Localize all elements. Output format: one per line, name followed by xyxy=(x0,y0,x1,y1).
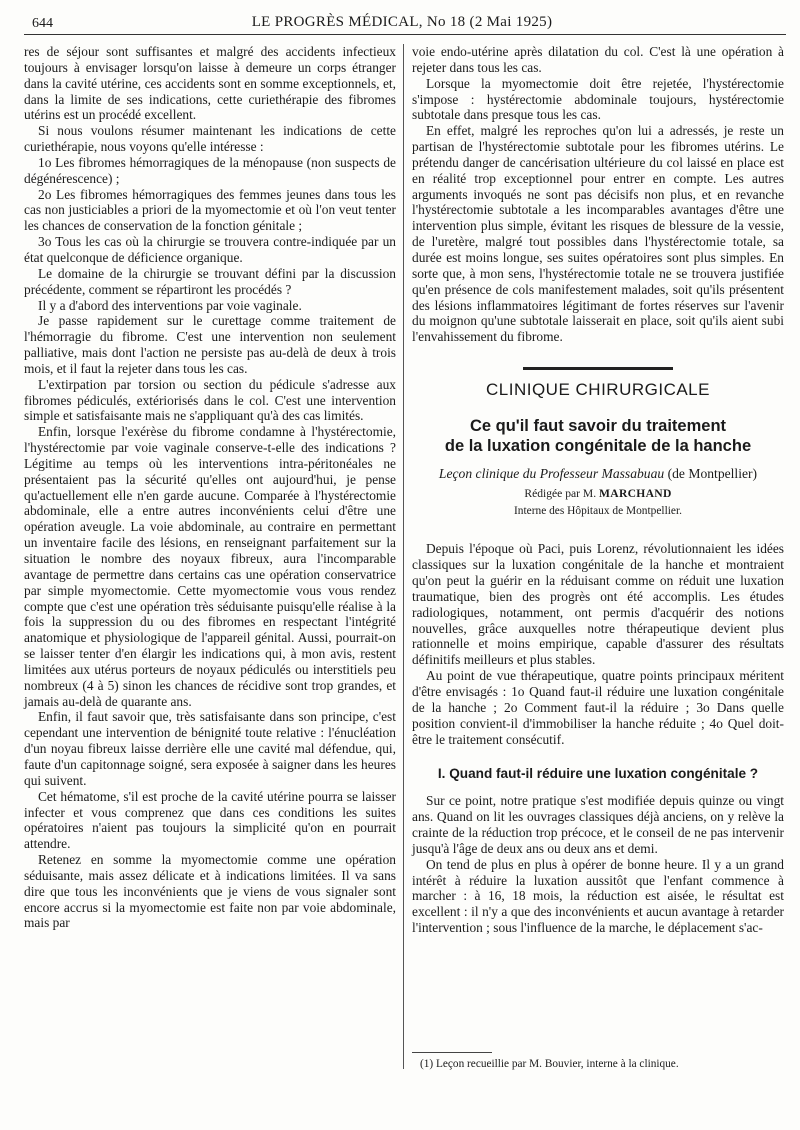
paragraph: Le domaine de la chirurgie se trouvant défini par la discussion précédente, comment se répartiront les procédés ? xyxy=(24,265,396,297)
footnote-rule xyxy=(412,1052,492,1053)
paragraph: On tend de plus en plus à opérer de bonne heure. Il y a un grand intérêt à réduire la luxation aussitôt que l'enfant commence à marcher : à 16, 18 mois, la réduction est aisée, le résultat est excellent : il n'y a que des inconvénients et aucun avantage à retarder l'intervention ; sous l'influence de la marche, le déplacement s'ac- xyxy=(412,856,784,936)
paragraph: L'extirpation par torsion ou section du pédicule s'adresse aux fibromes pédiculés, extériorisés dans le col. C'est une intervention simple et satisfaisante mais ne s'appliquant qu'à des cas limités. xyxy=(24,376,396,424)
paragraph: Retenez en somme la myomectomie comme une opération séduisante, mais assez délicate et à indications limitées. Il va sans dire que tous les inconvénients que je viens de vous signaler sont encore accrus si la myomectomie est faite non par voie abdominale, mais par xyxy=(24,852,396,931)
subsection-heading: I. Quand faut-il réduire une luxation congénitale ? xyxy=(437,766,759,782)
article-title-line-2: de la luxation congénitale de la hanche xyxy=(444,436,752,455)
paragraph: Depuis l'époque où Paci, puis Lorenz, révolutionnaient les idées classiques sur la luxation congénitale de la hanche et montraient qu'on peut la guérir en la réduisant comme on réduit une luxation traumatique, bien des progrès ont été accomplis. Les études radiologiques, notamment, ont permis d'acquérir des notions nouvelles, grâce auxquelles notre thérapeutique devient plus rationnelle et moins empirique, capable d'assurer des résultats définitifs meilleurs et plus stables. xyxy=(412,541,784,668)
paragraph: res de séjour sont suffisantes et malgré des accidents infectieux toujours à envisager lorsqu'on laisse à demeure un corps étranger dans la cavité utérine, ces accidents sont en somme exceptionnels, et, dans la limite de ses indications, cette curiethérapie des fibromes utérins est un procédé excellent. xyxy=(24,44,396,123)
article-title-line-1: Ce qu'il faut savoir du traitement xyxy=(469,416,727,435)
paragraph: Sur ce point, notre pratique s'est modifiée depuis quinze ou vingt ans. Quand on lit les ouvrages classiques déjà anciens, on y relève la crainte de la réduction trop précoce, et le conseil de ne pas intervenir jusqu'à l'âge de deux ans ou deux ans et demi. xyxy=(412,793,784,856)
paragraph: 2o Les fibromes hémorragiques des femmes jeunes dans tous les cas non justiciables a priori de la myomectomie et où l'on veut tenter les chances de conservation de la fonction génitale ; xyxy=(24,186,396,234)
paragraph: Enfin, lorsque l'exérèse du fibrome condamne à l'hystérectomie, l'hystérectomie par voie vaginale conserve-t-elle des indications ? Légitime au temps où les interventions intra-péritonéales ne présentaient pas la sécurité qu'elles ont aujourd'hui, je pense qu'actuellement elle n'en garde aucune. Comparée à l'hystérectomie abdominale, elle a entre autres inconvénients celui d'être une opération aveugle. La voie abdominale, au contraire en permettant un inventaire facile des lésions, en renseignant parfaitement sur la situation le nombre des noyaux fibreux, aura l'incomparable avantage de permettre dans certains cas une opération conservatrice par simple myomectomie. Cette myomectomie vous vous rendez compte que c'est une opération très séduisante puisqu'elle réalise à la fois la suppression du ou des fibromes en respectant l'intégrité anatomique et physiologique de l'appareil génital. Aussi, pourrait-on se laisser tenter d'en élargir les indications qui, à mon avis, restent limitées aux utérus porteurs de noyaux pédiculés ou interstitiels peu nombreux (4 à 5) sinon les chances de récidive sont trop grandes, et jamais au-delà de quarante ans. xyxy=(24,424,396,709)
left-column xyxy=(24,44,396,931)
editor-name: MARCHAND xyxy=(599,486,672,500)
page-header xyxy=(24,6,780,32)
paragraph: Au point de vue thérapeutique, quatre points principaux méritent d'être envisagés : 1o Quand faut-il réduire une luxation congénitale de la hanche ; 2o Comment faut-il la réduire ; 3o Dans quelle position convient-il d'immobiliser la hanche réduite ; 4o Quel doit-être le traitement consécutif. xyxy=(412,668,784,747)
right-column xyxy=(412,44,784,936)
paragraph: Lorsque la myomectomie doit être rejetée, l'hystérectomie s'impose : hystérectomie abdominale toujours, hystérectomie subtotale dans presque tous les cas. xyxy=(412,75,784,123)
editor-role: Interne des Hôpitaux de Montpellier. xyxy=(514,504,682,517)
header-rule xyxy=(24,34,786,35)
footnote: (1) Leçon recueillie par M. Bouvier, interne à la clinique. xyxy=(420,1058,679,1070)
article-editor xyxy=(412,486,784,502)
column-divider xyxy=(403,44,404,1069)
paragraph: 1o Les fibromes hémorragiques de la ménopause (non suspects de dégénérescence) ; xyxy=(24,154,396,186)
editor-label: Rédigée par M. xyxy=(524,486,597,500)
section-separator xyxy=(523,367,673,370)
paragraph: Cet hématome, s'il est proche de la cavité utérine pourra se laisser infecter et vous comprenez que dans ces conditions les suites opératoires n'aient pas toujours la simplicité qu'on en pourrait attendre. xyxy=(24,788,396,852)
journal-title: LE PROGRÈS MÉDICAL, No 18 (2 Mai 1925) xyxy=(251,14,553,30)
page-number: 644 xyxy=(32,16,53,31)
paragraph: voie endo-utérine après dilatation du col. C'est là une opération à rejeter dans tous les cas. xyxy=(412,44,784,75)
lecture-label: Leçon clinique du Professeur Massabuau xyxy=(438,465,665,481)
paragraph: Enfin, il faut savoir que, très satisfaisante dans son principe, c'est cependant une intervention de bénignité toute relative : l'énucléation d'un noyau fibreux laisse derrière elle une cavité mal défendue, qui, faute d'un capitonnage soigné, sera exposée à saigner dans les heures qui suivent. xyxy=(24,709,396,788)
paragraph: Il y a d'abord des interventions par voie vaginale. xyxy=(38,297,302,313)
section-heading: CLINIQUE CHIRURGICALE xyxy=(486,380,710,400)
article-byline xyxy=(412,466,784,482)
paragraph: Si nous voulons résumer maintenant les indications de cette curiethérapie, nous voyons qu'elle intéresse : xyxy=(24,123,396,155)
paragraph: En effet, malgré les reproches qu'on lui a adressés, je reste un partisan de l'hystérectomie subtotale pour les fibromes utérins. Le prétendu danger de cancérisation ultérieure du col laissé en place est en réalité trop exceptionnel pour entrer en compte. Les autres arguments invoqués ne sont pas décisifs non plus, et en revanche l'hystérectomie subtotale a les incomparables avantages d'être une intervention plus simple, évitant les risques de blessure de la vessie, de l'uretère, malgré tout possibles dans l'hystérectomie totale, sa durée est moins longue, ses suites opératoires sont plus simples. En sorte que, à mon sens, l'hystérectomie totale ne se trouvera justifiée qu'en présence de cols manifestement malades, soit qu'ils présentent des lésions inflammatoires légitimant de fortes réserves sur l'avenir du moignon qu'une subtotale laisserait en place, soit qu'ils aient subi l'envahissement du fibrome. xyxy=(412,123,784,345)
paragraph: Je passe rapidement sur le curettage comme traitement de l'hémorragie du fibrome. C'est une intervention non seulement palliative, mais dont l'action ne persiste pas au-delà de deux à trois mois, et il faut la rejeter dans tous les cas. xyxy=(24,313,396,376)
lecture-place: (de Montpellier) xyxy=(667,465,758,481)
paragraph: 3o Tous les cas où la chirurgie se trouvera contre-indiquée par un état quelconque de déficience organique. xyxy=(24,234,396,265)
